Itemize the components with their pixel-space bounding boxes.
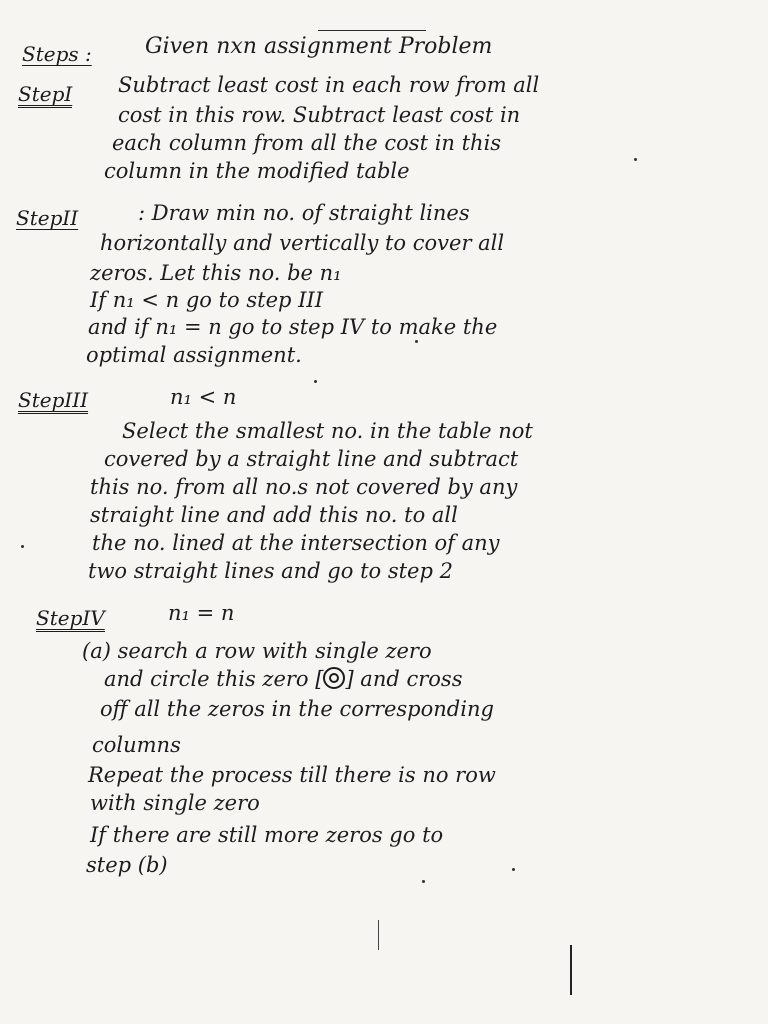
circled-zero-icon xyxy=(323,667,345,689)
ink-tick xyxy=(378,920,379,950)
step4-part-a-line: columns xyxy=(92,733,181,757)
step3-line: the no. lined at the intersection of any xyxy=(92,531,500,555)
step3-label: StepIII xyxy=(18,388,89,412)
margin-mark xyxy=(570,945,572,995)
step1-line: column in the modified table xyxy=(104,159,410,183)
ink-dot xyxy=(422,880,425,883)
ink-dot xyxy=(634,158,637,161)
step4-part-a-line xyxy=(104,666,462,692)
step2-label: StepII xyxy=(16,206,79,230)
top-rule xyxy=(318,30,426,31)
step4-more-line: If there are still more zeros go to xyxy=(90,823,444,847)
step3-line: covered by a straight line and subtract xyxy=(104,447,519,471)
step2-line: horizontally and vertically to cover all xyxy=(100,231,505,255)
step2-line: optimal assignment. xyxy=(86,343,302,367)
page-title: Given nxn assignment Problem xyxy=(145,34,493,59)
step3-line: Select the smallest no. in the table not xyxy=(122,419,533,443)
step2-line: zeros. Let this no. be n₁ xyxy=(90,261,342,285)
ink-dot xyxy=(21,545,24,548)
step4-part-a-text: ] and cross xyxy=(345,667,463,691)
step4-more-line: step (b) xyxy=(86,853,168,877)
step2-line: and if n₁ = n go to step IV to make the xyxy=(88,315,498,339)
step1-line: Subtract least cost in each row from all xyxy=(118,73,540,97)
step1-line: cost in this row. Subtract least cost in xyxy=(118,103,521,127)
step3-line: two straight lines and go to step 2 xyxy=(88,559,453,583)
steps-label: Steps : xyxy=(22,42,92,66)
step1-line: each column from all the cost in this xyxy=(112,131,502,155)
step4-part-a-line: off all the zeros in the corresponding xyxy=(100,697,494,721)
step4-repeat-line: Repeat the process till there is no row xyxy=(88,763,496,787)
step4-label: StepIV xyxy=(36,606,105,630)
step4-repeat-line: with single zero xyxy=(90,791,260,815)
ink-dot xyxy=(314,380,317,383)
step3-condition: n₁ < n xyxy=(170,385,237,409)
step4-part-a-line: (a) search a row with single zero xyxy=(82,639,432,663)
step3-line: this no. from all no.s not covered by any xyxy=(90,475,518,499)
step2-line: : Draw min no. of straight lines xyxy=(138,201,470,225)
ink-dot xyxy=(512,868,515,871)
step2-line: If n₁ < n go to step III xyxy=(90,288,323,312)
ink-dot xyxy=(415,340,418,343)
step1-label: StepI xyxy=(18,82,73,106)
step4-part-a-text: and circle this zero [ xyxy=(104,667,324,691)
step4-condition: n₁ = n xyxy=(168,601,235,625)
step3-line: straight line and add this no. to all xyxy=(90,503,458,527)
